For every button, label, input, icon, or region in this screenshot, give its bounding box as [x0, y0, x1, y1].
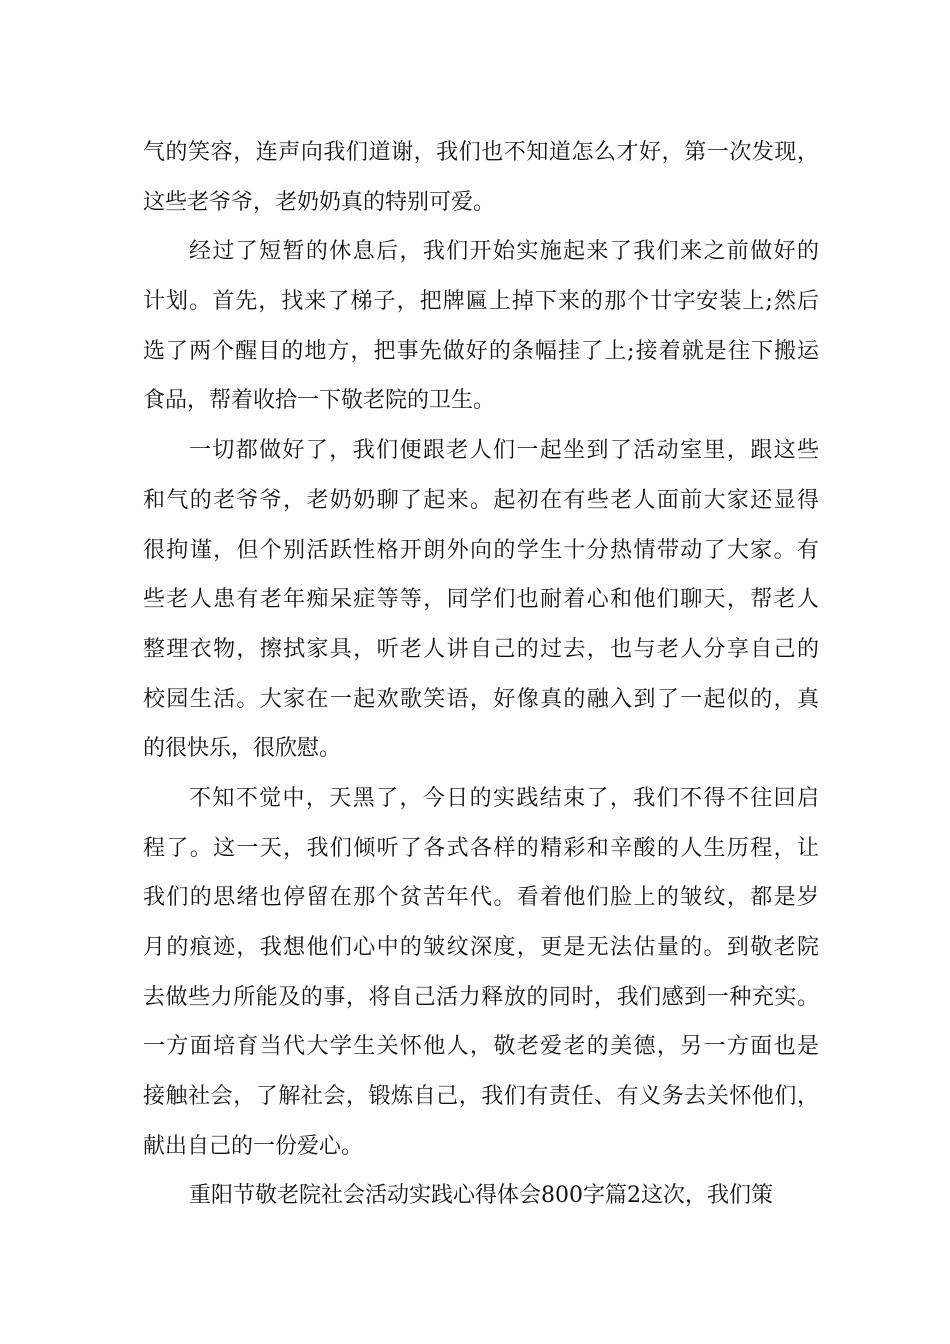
- text-line: 接触社会，了解社会，锻炼自己，我们有责任、有义务去关怀他们，: [143, 1084, 819, 1110]
- text-line: 很拘谨，但个别活跃性格开朗外向的学生十分热情带动了大家。有: [143, 537, 819, 563]
- text-line: 这些老爷爷，老奶奶真的特别可爱。: [143, 189, 496, 215]
- text-line: 食品，帮着收拾一下敬老院的卫生。: [143, 388, 496, 414]
- text-line: 和气的老爷爷，老奶奶聊了起来。起初在有些老人面前大家还显得: [143, 487, 819, 513]
- text-line: 的很快乐，很欣慰。: [143, 736, 342, 762]
- text-line: 经过了短暂的休息后，我们开始实施起来了我们来之前做好的: [189, 239, 819, 265]
- text-line: 程了。这一天，我们倾听了各式各样的精彩和辛酸的人生历程，让: [143, 835, 819, 861]
- paragraph: [143, 227, 819, 426]
- text-line: 献出自己的一份爱心。: [143, 1133, 364, 1159]
- text-line: 去做些力所能及的事，将自己活力释放的同时，我们感到一种充实。: [143, 984, 819, 1010]
- text-line: 些老人患有老年痴呆症等等，同学们也耐着心和他们聊天，帮老人: [143, 587, 819, 613]
- text-line: 不知不觉中，天黑了，今日的实践结束了，我们不得不往回启: [189, 785, 819, 811]
- text-line: 我们的思绪也停留在那个贫苦年代。看着他们脸上的皱纹，都是岁: [143, 885, 819, 911]
- text-line: 气的笑容，连声向我们道谢，我们也不知道怎么才好，第一次发现，: [143, 140, 819, 165]
- text-line: 一方面培育当代大学生关怀他人，敬老爱老的美德，另一方面也是: [143, 1034, 819, 1060]
- document-body: [143, 128, 819, 1221]
- paragraph: [143, 426, 819, 774]
- text-line: 校园生活。大家在一起欢歌笑语，好像真的融入到了一起似的，真: [143, 686, 819, 712]
- text-line: 一切都做好了，我们便跟老人们一起坐到了活动室里，跟这些: [189, 438, 819, 464]
- text-line: 选了两个醒目的地方，把事先做好的条幅挂了上;接着就是往下搬运: [143, 338, 819, 364]
- text-line: 月的痕迹，我想他们心中的皱纹深度，更是无法估量的。到敬老院: [143, 935, 819, 960]
- text-line: 计划。首先，找来了梯子，把牌匾上掉下来的那个廿字安装上;然后: [143, 289, 819, 315]
- text-line: 重阳节敬老院社会活动实践心得体会800字篇2这次，我们策: [189, 1183, 773, 1209]
- text-line: 整理衣物，擦拭家具，听老人讲自己的过去，也与老人分享自己的: [143, 636, 819, 662]
- paragraph: [143, 128, 819, 227]
- paragraph: [143, 1171, 819, 1221]
- paragraph: [143, 774, 819, 1172]
